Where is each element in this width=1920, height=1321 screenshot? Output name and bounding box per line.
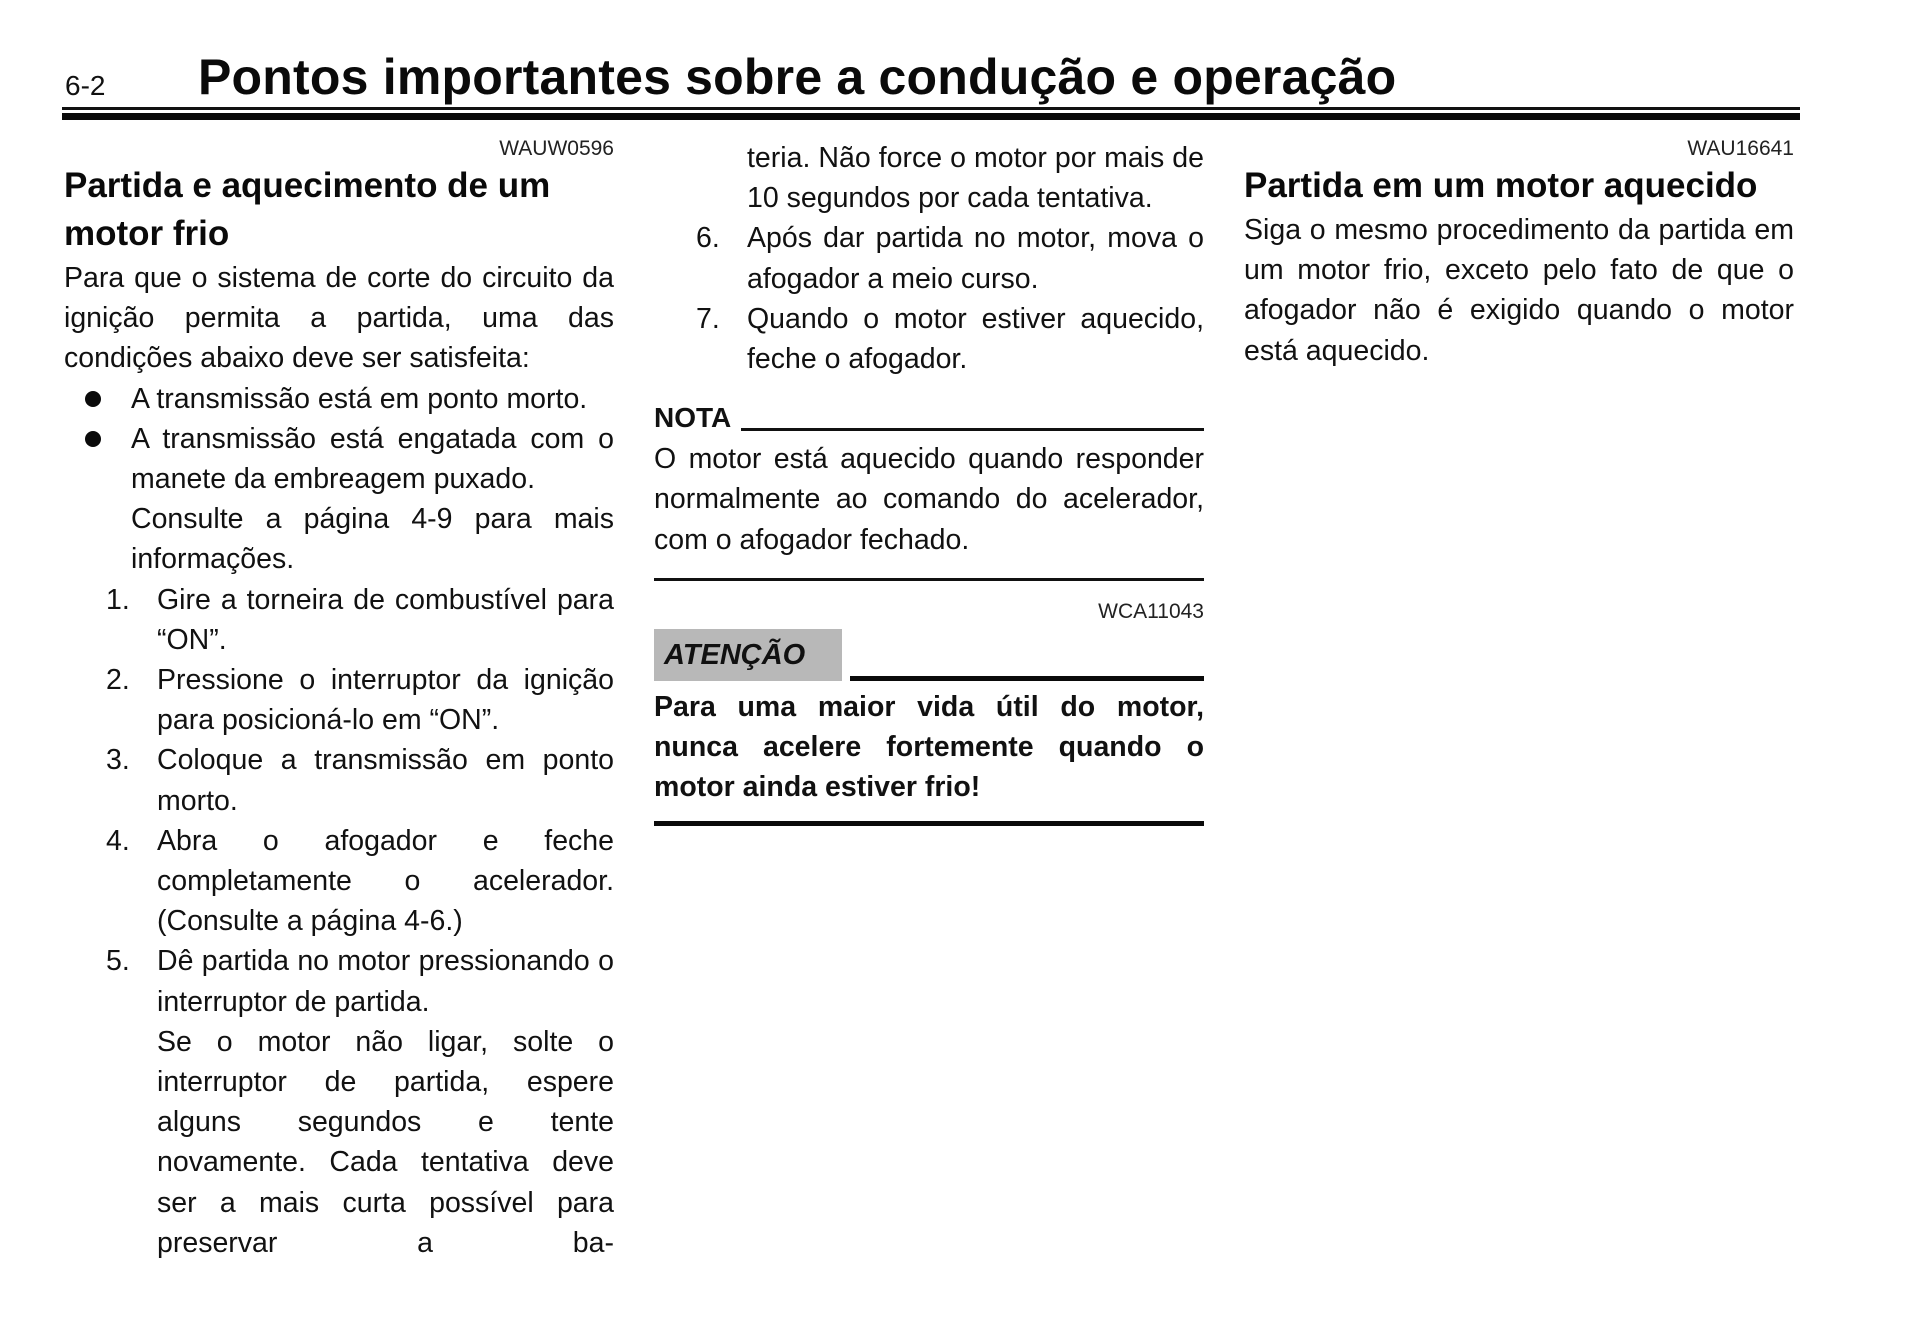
caution-header (654, 629, 1204, 681)
step-continuation: teria. Não force o motor por mais de 10 segundos por cada tentativa. (747, 142, 1204, 215)
warm-start-paragraph: Siga o mesmo procedimento da partida em um motor frio, exceto pelo fato de que o afogador não é exigido quando o motor está aquecido. (1244, 214, 1794, 367)
step-number: 1. (106, 583, 130, 616)
step-item (64, 580, 614, 660)
step-number: 3. (106, 744, 130, 777)
section-title-line1: Partida e aquecimento de um (64, 166, 551, 205)
caution-label: ATENÇÃO (664, 638, 806, 671)
step-text: Após dar partida no motor, mova o afogador a meio curso. (747, 222, 1204, 295)
section-code: WAU16641 (1687, 137, 1794, 160)
bullet-item (64, 419, 614, 499)
step-item (64, 941, 614, 1021)
note-text: O motor está aquecido quando responder normalmente ao comando do acelerador, com o afogador fechado. (654, 443, 1204, 556)
step-note: Se o motor não ligar, solte o interruptor de partida, espere alguns segundos e tente novamente. Cada tentativa deve ser a mais curta possível para preservar a ba- (157, 1025, 614, 1259)
step-number: 6. (696, 222, 720, 255)
page-title: Pontos importantes sobre a condução e operação (198, 49, 1397, 105)
step-item (654, 299, 1204, 379)
note-header (654, 395, 1204, 435)
step-text: Coloque a transmissão em ponto morto. (157, 744, 614, 817)
bullet-dot-icon (85, 431, 101, 447)
step-number: 2. (106, 664, 130, 697)
step-text: Gire a torneira de combustível para “ON”. (157, 583, 614, 656)
header-rule-thick (62, 113, 1800, 120)
step-number: 4. (106, 824, 130, 857)
step-text: Abra o afogador e feche completamente o acelerador. (Consulte a página 4-6.) (157, 824, 614, 938)
step-item (64, 821, 614, 942)
bullet-text: A transmissão está em ponto morto. (131, 382, 588, 415)
bullet-note: Consulte a página 4-9 para mais informações. (131, 503, 614, 576)
note-label: NOTA (654, 402, 732, 434)
step-text: Dê partida no motor pressionando o interruptor de partida. (157, 945, 614, 1018)
bullet-dot-icon (85, 391, 101, 407)
step-item (64, 740, 614, 820)
left-column (64, 136, 614, 1263)
right-column (1244, 136, 1794, 371)
caution-end-rule (654, 821, 1204, 826)
page-number: 6-2 (65, 70, 106, 101)
caution-text: Para uma maior vida útil do motor, nunca acelere fortemente quando o motor ainda estiver frio! (654, 690, 1204, 804)
section-title-cold-start (64, 162, 614, 258)
section-title-warm-start: Partida em um motor aquecido (1244, 166, 1758, 205)
intro-paragraph: Para que o sistema de corte do circuito da ignição permita a partida, uma das condições abaixo deve ser satisfeita: (64, 262, 614, 375)
section-title-line2: motor frio (64, 214, 230, 253)
section-code: WAUW0596 (499, 137, 614, 160)
middle-column (654, 138, 1204, 826)
note-end-rule (654, 578, 1204, 581)
caution-code: WCA11043 (1098, 599, 1204, 623)
bullet-item (64, 379, 614, 419)
step-number: 5. (106, 945, 130, 978)
page-header (62, 42, 1800, 122)
bullet-text: A transmissão está engatada com o manete da embreagem puxado. (131, 422, 614, 496)
header-rule-thin (62, 107, 1800, 110)
caution-label-box (654, 629, 842, 681)
note-rule (741, 428, 1204, 431)
step-text: Pressione o interruptor da ignição para posicioná-lo em “ON”. (157, 664, 614, 737)
step-item (654, 218, 1204, 298)
caution-rule (850, 676, 1204, 681)
step-text: Quando o motor estiver aquecido, feche o afogador. (747, 302, 1204, 376)
step-item (64, 660, 614, 740)
step-number: 7. (696, 302, 720, 335)
